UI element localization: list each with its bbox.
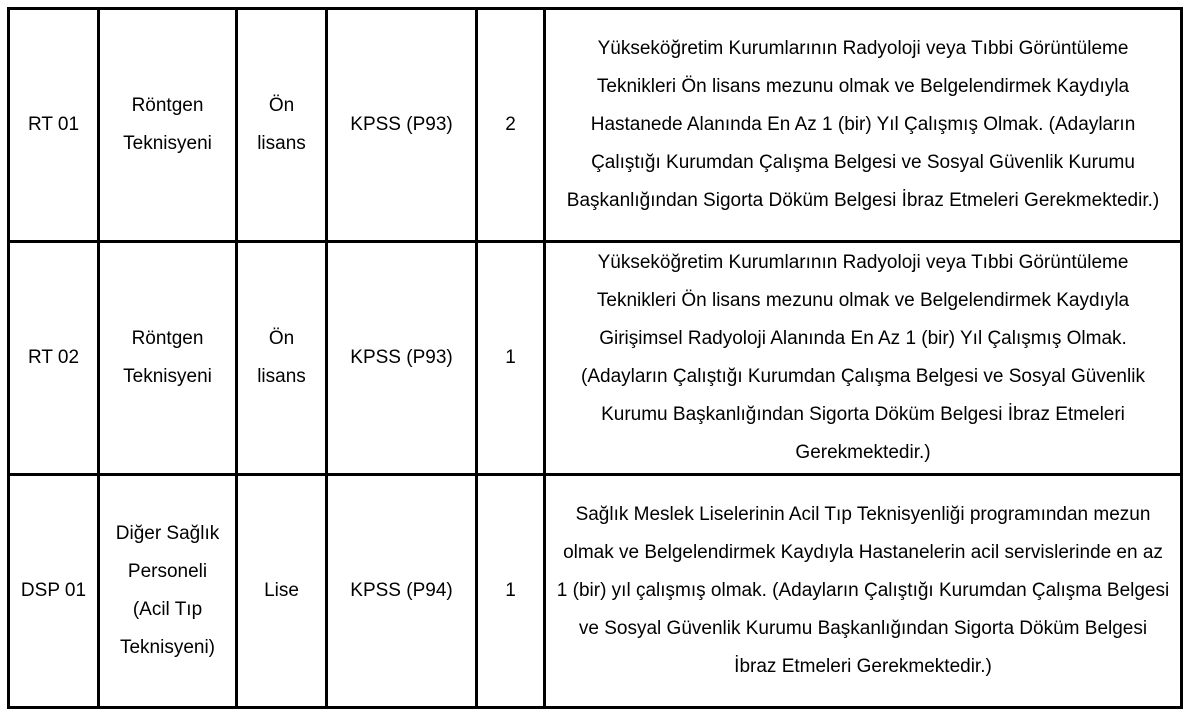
requirements-text: Yükseköğretim Kurumlarının Radyoloji veya Tıbbi Görüntüleme Teknikleri Ön lisans mezunu olmak ve Belgelendirmek Kaydıyla Hastanede Alanında En Az 1 (bir) Yıl Çalışmış Olmak. (Adayların Çalıştığı Kurumdan Çalışma Belgesi ve Sosyal Güvenlik Kurumu Başkanlığından Sigorta Döküm Belgesi İbraz Etmeleri Gerekmektedir.) — [545, 9, 1182, 242]
table-row — [9, 9, 1182, 242]
position-code: RT 02 — [9, 242, 99, 475]
education-level: Ön lisans — [237, 9, 327, 242]
education-level: Ön lisans — [237, 242, 327, 475]
exam-type: KPSS (P93) — [327, 9, 477, 242]
exam-type: KPSS (P93) — [327, 242, 477, 475]
quota-count: 1 — [477, 242, 545, 475]
requirements-text: Yükseköğretim Kurumlarının Radyoloji veya Tıbbi Görüntüleme Teknikleri Ön lisans mezunu olmak ve Belgelendirmek Kaydıyla Girişimsel Radyoloji Alanında En Az 1 (bir) Yıl Çalışmış Olmak. (Adayların Çalıştığı Kurumdan Çalışma Belgesi ve Sosyal Güvenlik Kurumu Başkanlığından Sigorta Döküm Belgesi İbraz Etmeleri Gerekmektedir.) — [545, 242, 1182, 475]
education-level: Lise — [237, 475, 327, 708]
requirements-text: Sağlık Meslek Liselerinin Acil Tıp Teknisyenliği programından mezun olmak ve Belgelendirmek Kaydıyla Hastanelerin acil servislerinde en az 1 (bir) yıl çalışmış olmak. (Adayların Çalıştığı Kurumdan Çalışma Belgesi ve Sosyal Güvenlik Kurumu Başkanlığından Sigorta Döküm Belgesi İbraz Etmeleri Gerekmektedir.) — [545, 475, 1182, 708]
quota-count: 1 — [477, 475, 545, 708]
table-row — [9, 475, 1182, 708]
position-code: DSP 01 — [9, 475, 99, 708]
table-row — [9, 242, 1182, 475]
position-title: Röntgen Teknisyeni — [99, 242, 237, 475]
quota-count: 2 — [477, 9, 545, 242]
recruitment-table — [7, 7, 1183, 709]
position-title: Diğer Sağlık Personeli (Acil Tıp Teknisyeni) — [99, 475, 237, 708]
exam-type: KPSS (P94) — [327, 475, 477, 708]
position-title: Röntgen Teknisyeni — [99, 9, 237, 242]
position-code: RT 01 — [9, 9, 99, 242]
